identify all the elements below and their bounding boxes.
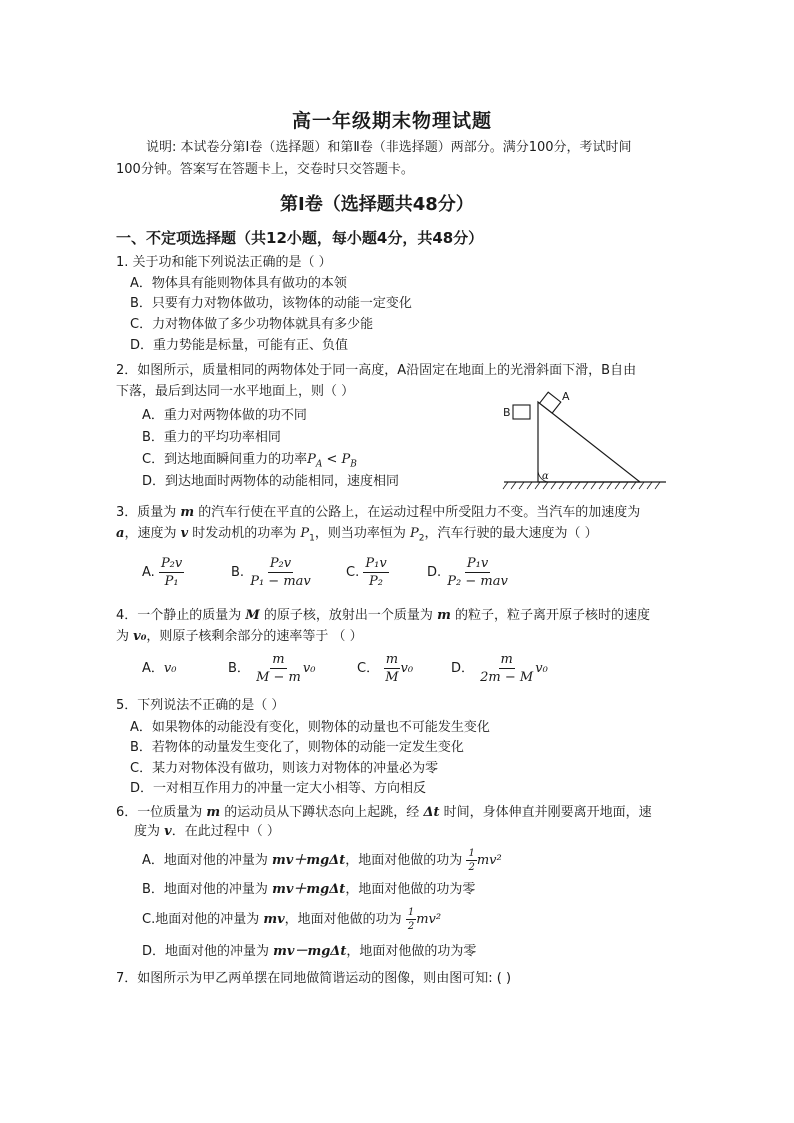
q5-option-d: D．一对相互作用力的冲量一定大小相等、方向相反	[130, 781, 427, 796]
q3-stem-line-1: 3．质量为 m 的汽车行使在平直的公路上，在运动过程中所受阻力不变。当汽车的加速度为	[116, 505, 641, 520]
label-b: B	[503, 406, 511, 419]
q3-option-b: B. $\frac{\text{P₂v}}{\text{P₁ − mav}}$	[231, 556, 311, 589]
label-a: A	[562, 390, 570, 403]
incline-figure	[498, 388, 670, 496]
q4-stem-line-2: 为 v₀，则原子核剩余部分的速率等于 （ ）	[116, 629, 363, 644]
q5-option-b: B．若物体的动量发生变化了，则物体的动能一定发生变化	[130, 740, 464, 755]
q1-option-b: B．只要有力对物体做功，该物体的动能一定变化	[130, 296, 412, 311]
incline-triangle	[538, 402, 640, 482]
q3-option-a: A. $\frac{\text{P₂v}}{\text{P₁}}$	[142, 556, 183, 589]
section-title: 一、不定项选择题（共12小题，每小题4分，共48分）	[116, 229, 484, 247]
q1-stem: 1. 关于功和能下列说法正确的是（ ）	[116, 255, 332, 270]
q5-stem: 5．下列说法不正确的是（ ）	[116, 698, 285, 713]
q4-option-c: C． $\frac{m}{M}$ v₀	[357, 652, 414, 685]
exam-title: 高一年级期末物理试题	[292, 110, 493, 132]
q6-option-d: D．地面对他的冲量为 mv－mgΔt，地面对他做的功为零	[142, 944, 477, 959]
intro-line-1: 说明: 本试卷分第Ⅰ卷（选择题）和第Ⅱ卷（非选择题）两部分。满分100分，考试时间	[146, 140, 632, 155]
part1-title: 第Ⅰ卷（选择题共48分）	[280, 194, 474, 215]
q3-option-c: C. $\frac{\text{P₁v}}{\text{P₂}}$	[346, 556, 387, 589]
q1-option-d: D．重力势能是标量，可能有正、负值	[130, 338, 349, 353]
q2-option-d: D．到达地面时两物体的动能相同，速度相同	[142, 474, 400, 489]
ground-hatching	[503, 482, 660, 489]
q2-stem-line-2: 下落，最后到达同一水平地面上，则（ ）	[116, 384, 355, 399]
q1-option-a: A．物体具有能则物体具有做功的本领	[130, 276, 347, 291]
q3-option-d: D. $\frac{\text{P₁v}}{\text{P₂ − mav}}$	[427, 556, 508, 589]
q2-stem-line-1: 2．如图所示，质量相同的两物体处于同一高度，A沿固定在地面上的光滑斜面下滑，B自由	[116, 363, 637, 378]
q3-stem-line-2: a，速度为 v 时发动机的功率为 $P_1$，则当功率恒为 $P_2$，汽车行驶的最大速度为（ ）	[116, 526, 598, 544]
q2-option-a: A．重力对两物体做的功不同	[142, 408, 307, 423]
q6-stem-line-2: 度为 v．在此过程中（ ）	[134, 824, 280, 839]
block-a	[540, 392, 561, 413]
q6-option-a: A．地面对他的冲量为 mv＋mgΔt，地面对他做的功为 $\frac{1}{2}$ mv²	[142, 848, 502, 873]
q5-option-c: C．某力对物体没有做功，则该力对物体的冲量必为零	[130, 761, 439, 776]
q7-stem: 7．如图所示为甲乙两单摆在同地做简谐运动的图像，则由图可知: ( )	[116, 971, 512, 986]
intro-line-2: 100分钟。答案写在答题卡上，交卷时只交答题卡。	[116, 162, 414, 177]
q5-option-a: A．如果物体的动能没有变化，则物体的动量也不可能发生变化	[130, 720, 490, 735]
block-b	[513, 405, 530, 419]
q4-option-a: A．v₀	[142, 661, 177, 676]
q6-option-b: B．地面对他的冲量为 mv＋mgΔt，地面对他做的功为零	[142, 882, 476, 897]
q4-option-b: B． $\frac{m}{M - m}$ v₀	[228, 652, 316, 685]
q2-option-b: B．重力的平均功率相同	[142, 430, 281, 445]
q1-option-c: C．力对物体做了多少功物体就具有多少能	[130, 317, 374, 332]
q6-stem-line-1: 6．一位质量为 m 的运动员从下蹲状态向上起跳，经 Δt 时间，身体伸直并刚要离开地面，速	[116, 805, 652, 820]
q2-option-c: C．到达地面瞬间重力的功率$P_A < P_B$	[142, 452, 357, 470]
q4-stem-line-1: 4．一个静止的质量为 M 的原子核，放射出一个质量为 m 的粒子，粒子离开原子核时的速度	[116, 608, 650, 623]
q4-option-d: D． $\frac{m}{2m - M}$ v₀	[451, 652, 548, 685]
q6-option-c: C.地面对他的冲量为 mv，地面对他做的功为 $\frac{1}{2}$ mv²	[142, 907, 442, 932]
label-alpha: α	[542, 471, 549, 482]
